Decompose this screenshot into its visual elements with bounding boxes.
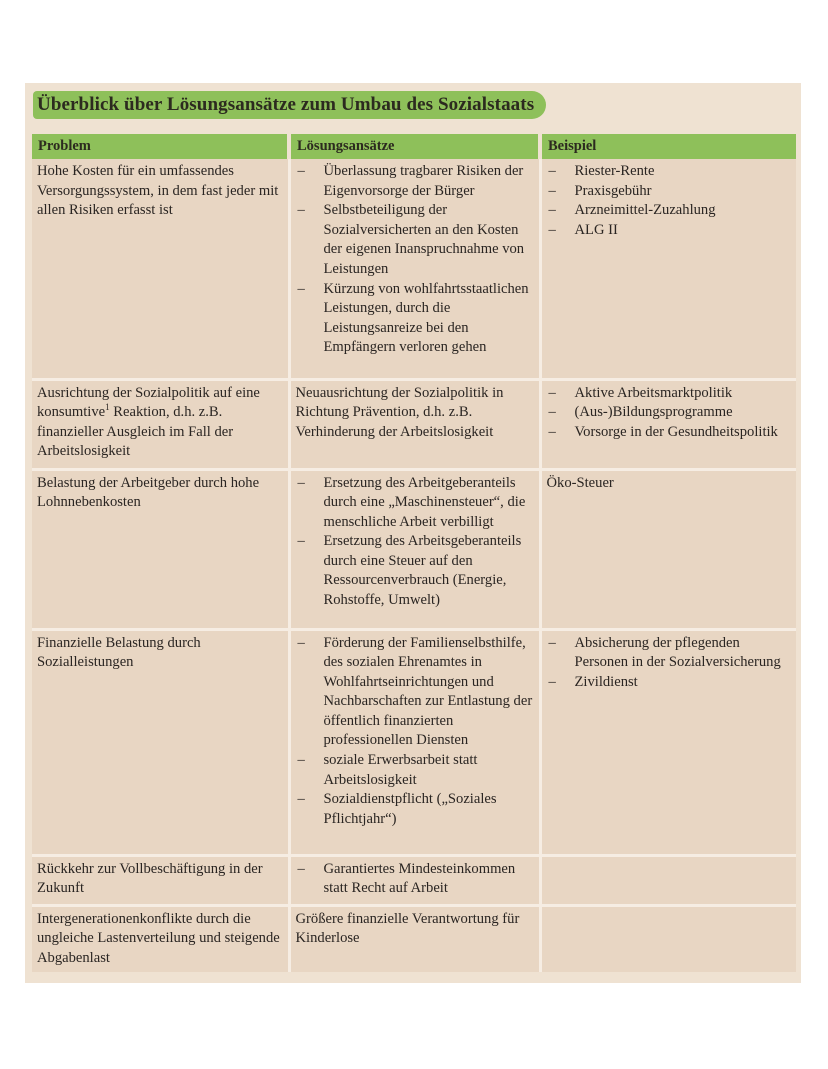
header-solutions: Lösungsansätze xyxy=(289,134,540,159)
list-item: – Ersetzung des Arbeitsgeberanteils durch eine Steuer auf den Ressourcenverbrauch (Energie, Rohstoffe, Umwelt) xyxy=(297,533,522,609)
solutions-cell xyxy=(289,629,540,855)
list-item: – Selbstbeteiligung der Sozialversicherten an den Kosten der eigenen Inanspruchnahme von Leistungen xyxy=(297,202,525,277)
example-cell xyxy=(540,855,796,905)
table-row xyxy=(32,159,796,379)
table-row xyxy=(32,855,796,905)
table-row xyxy=(32,469,796,629)
list-item: – Aktive Arbeitsmarktpolitik xyxy=(548,384,733,401)
table-row xyxy=(32,379,796,469)
table-row xyxy=(32,905,796,972)
header-example: Beispiel xyxy=(540,134,796,159)
list-item: – soziale Erwerbsarbeit statt Arbeitslosigkeit xyxy=(297,752,478,788)
problem-cell: Rückkehr zur Vollbeschäftigung in der Zukunft xyxy=(32,855,289,905)
title-banner xyxy=(33,91,546,119)
example-cell xyxy=(540,159,796,379)
example-cell xyxy=(540,379,796,469)
list-item: – Ersetzung des Arbeitgeberanteils durch eine „Maschinensteuer“, die menschliche Arbeit verbilligt xyxy=(297,474,526,530)
list-item: – Absicherung der pflegenden Personen in der Sozialversicherung xyxy=(548,634,781,671)
list-item: – Kürzung von wohlfahrtsstaatlichen Leistungen, durch die Leistungsanreize bei den Empfängern verloren gehen xyxy=(297,280,529,356)
example-cell xyxy=(540,905,796,972)
list-item: – Zivildienst xyxy=(548,673,638,690)
solutions-cell xyxy=(289,855,540,905)
solutions-cell: Neuausrichtung der Sozialpolitik in Richtung Prävention, d.h. z.B. Verhinderung der Arbeitslosigkeit xyxy=(289,379,540,469)
problem-cell: Finanzielle Belastung durch Sozialleistungen xyxy=(32,629,289,855)
list-item: – Förderung der Familienselbsthilfe, des sozialen Ehrenamtes in Wohlfahrtseinrichtungen und Nachbarschaften zur Entlastung der öffentlich finanzierten professionellen Diensten xyxy=(297,634,533,749)
overview-table xyxy=(32,134,796,972)
problem-cell: Intergenerationenkonflikte durch die ungleiche Lastenverteilung und steigende Abgabenlast xyxy=(32,905,289,972)
list-item: – (Aus-)Bildungsprogramme xyxy=(548,404,733,421)
list-item: – Arzneimittel-Zuzahlung xyxy=(548,202,716,219)
solutions-cell xyxy=(289,469,540,629)
example-cell: Öko-Steuer xyxy=(540,469,796,629)
list-item: – Garantiertes Mindesteinkommen statt Recht auf Arbeit xyxy=(297,860,516,897)
table-header-row xyxy=(32,134,796,159)
problem-cell: Hohe Kosten für ein umfassendes Versorgungssystem, in dem fast jeder mit allen Risiken erfasst ist xyxy=(32,159,289,379)
header-problem: Problem xyxy=(32,134,289,159)
page-title: Überblick über Lösungsansätze zum Umbau des Sozialstaats xyxy=(37,94,535,115)
list-item: – Riester-Rente xyxy=(548,163,655,179)
list-item: – ALG II xyxy=(548,221,618,238)
list-item: – Praxisgebühr xyxy=(548,182,652,199)
table-row xyxy=(32,629,796,855)
list-item: – Vorsorge in der Gesundheitspolitik xyxy=(548,423,778,440)
solutions-cell xyxy=(289,159,540,379)
problem-cell: Belastung der Arbeitgeber durch hohe Lohnnebenkosten xyxy=(32,469,289,629)
problem-cell: Ausrichtung der Sozialpolitik auf eine konsumtive$^1$ Reaktion, d.h. z.B. finanzieller Ausgleich im Fall der Arbeitslosigkeit xyxy=(32,379,289,469)
list-item: – Überlassung tragbarer Risiken der Eigenvorsorge der Bürger xyxy=(297,163,524,199)
list-item: – Sozialdienstpflicht („Soziales Pflichtjahr“) xyxy=(297,791,497,827)
example-cell xyxy=(540,629,796,855)
document-page xyxy=(25,83,801,983)
solutions-cell: Größere finanzielle Verantwortung für Kinderlose xyxy=(289,905,540,972)
